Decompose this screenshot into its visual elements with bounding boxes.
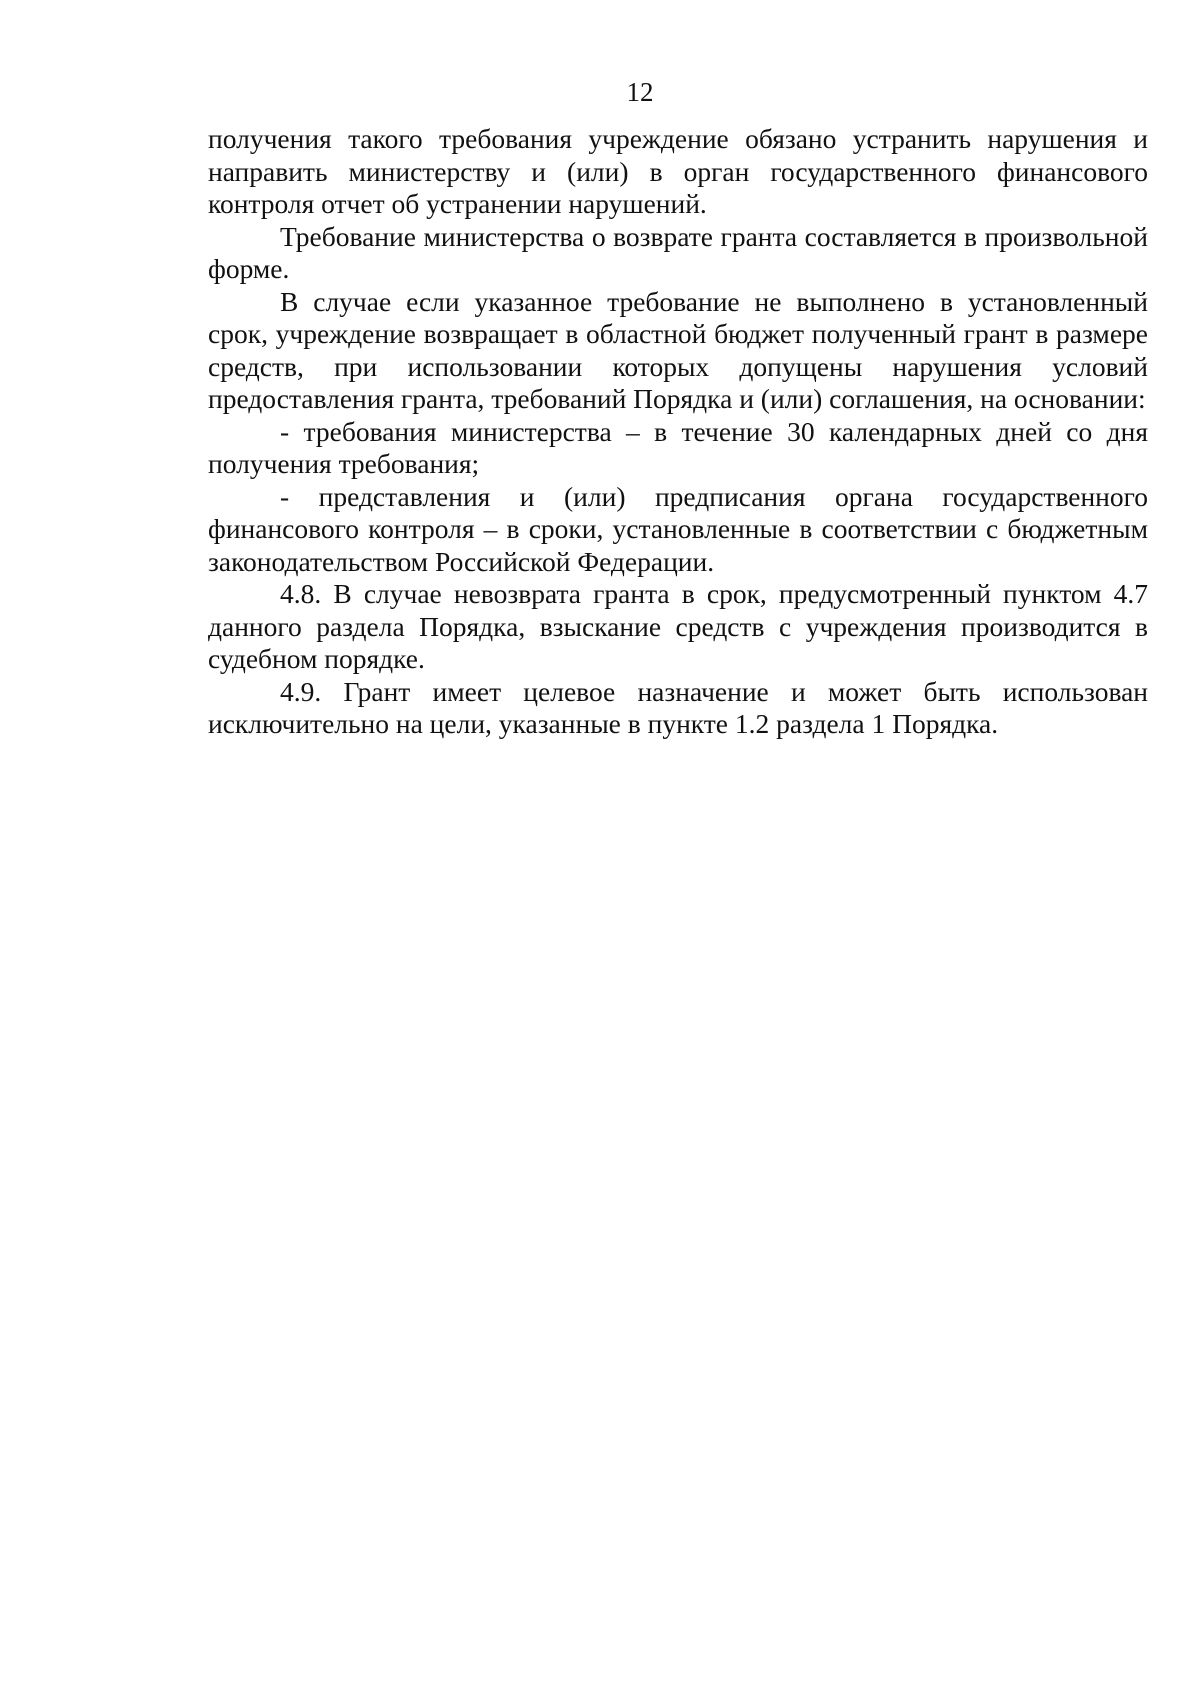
paragraph: Требование министерства о возврате гранта составляется в произвольной форме. [208, 220, 1148, 284]
paragraph: 4.9. Грант имеет целевое назначение и может быть использован исключительно на цели, указанные в пункте 1.2 раздела 1 Порядка. [208, 675, 1148, 739]
paragraph: получения такого требования учреждение обязано устранить нарушения и направить министерству и (или) в орган государственного финансового контроля отчет об устранении нарушений. [208, 123, 1148, 219]
page-number: 12 [626, 77, 654, 107]
list-item: - представления и (или) предписания органа государственного финансового контроля – в сроки, установленные в соответствии с бюджетным законодательством Российской Федерации. [208, 480, 1148, 577]
document-body [208, 123, 1148, 741]
list-item: - требования министерства – в течение 30 календарных дней со дня получения требования; [208, 415, 1148, 479]
paragraph: 4.8. В случае невозврата гранта в срок, предусмотренный пунктом 4.7 данного раздела Порядка, взыскание средств с учреждения производится в судебном порядке. [208, 578, 1148, 674]
paragraph: В случае если указанное требование не выполнено в установленный срок, учреждение возвращает в областной бюджет полученный грант в размере средств, при использовании которых допущены нарушения условий предоставления гранта, требований Порядка и (или) соглашения, на основании: [208, 285, 1148, 414]
